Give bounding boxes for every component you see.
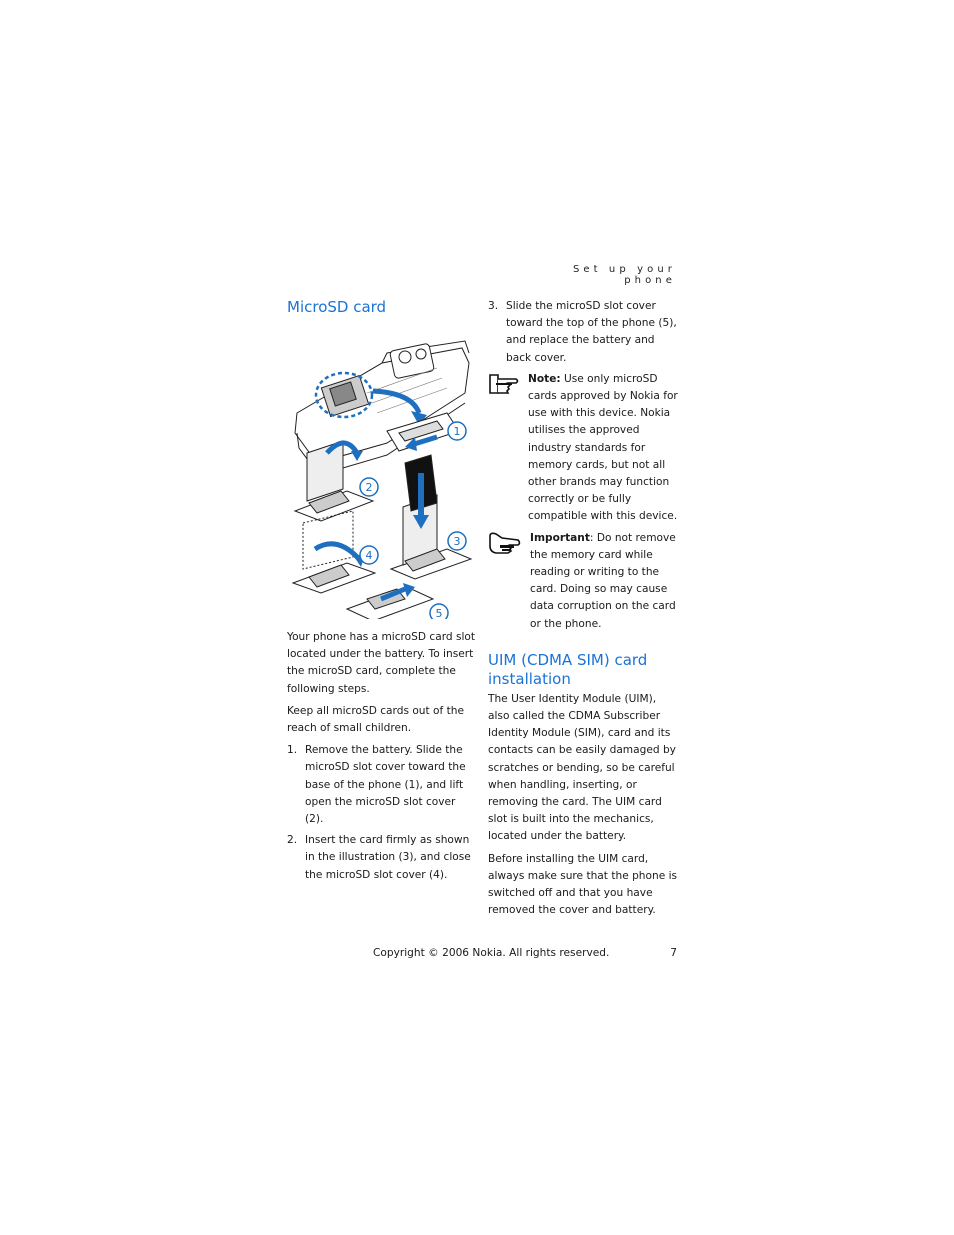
important-text: : Do not remove the memory card while reading or writing to the card. Doing so may cause data corruption on the card or the phone.	[530, 531, 676, 630]
step-item	[287, 832, 477, 884]
step-number: 1.	[287, 744, 298, 757]
callout-2-label: 2	[365, 481, 373, 494]
note-block	[488, 371, 678, 526]
callout-3-label: 3	[453, 535, 461, 548]
steps-list-continued	[488, 298, 678, 367]
important-label: Important	[530, 531, 590, 544]
callout-4-label: 4	[365, 549, 373, 562]
steps-list	[287, 742, 477, 884]
pointing-hand-important-icon	[488, 530, 522, 560]
running-head: Set up your phone	[572, 264, 676, 286]
note-label: Note:	[528, 372, 561, 385]
page-number: 7	[670, 947, 677, 959]
section-heading-microsd: MicroSD card	[287, 298, 387, 316]
step-text: Slide the microSD slot cover toward the top of the phone (5), and replace the battery and back cover.	[506, 300, 677, 364]
microsd-installation-illustration	[287, 323, 477, 619]
step-number: 3.	[488, 300, 499, 312]
step-text: Remove the battery. Slide the microSD slot cover toward the base of the phone (1), and lift open the microSD slot cover (2).	[305, 744, 466, 826]
step-number: 2.	[287, 834, 298, 847]
callout-1-label: 1	[453, 425, 461, 438]
right-column	[488, 298, 678, 925]
step-text: Insert the card firmly as shown in the illustration (3), and close the microSD slot cover (4).	[305, 834, 471, 881]
left-column	[287, 298, 477, 888]
note-text: Use only microSD cards approved by Nokia for use with this device. Nokia utilises the approved industry standards for memory cards, but not all other brands may function correctly or be fully compatible with this device.	[528, 372, 678, 523]
callout-5-label: 5	[435, 607, 443, 619]
uim-paragraph-1: The User Identity Module (UIM), also called the CDMA Subscriber Identity Module (SIM), card and its contacts can be easily damaged by scratches or bending, so be careful when handling, inserting, or removing the card. The UIM card slot is built into the mechanics, located under the battery.	[488, 692, 676, 843]
intro-paragraph: Your phone has a microSD card slot located under the battery. To insert the microSD card, complete the following steps.	[287, 631, 476, 695]
uim-paragraph-2: Before installing the UIM card, always make sure that the phone is switched off and that you have removed the cover and battery.	[488, 852, 678, 917]
pointing-hand-note-icon	[488, 371, 522, 401]
child-warning-paragraph: Keep all microSD cards out of the reach of small children.	[287, 704, 465, 735]
section-heading-uim: UIM (CDMA SIM) card installation	[488, 650, 648, 688]
copyright-notice: Copyright © 2006 Nokia. All rights reserved.	[373, 947, 610, 959]
step-item	[287, 742, 477, 828]
step-item	[488, 298, 678, 367]
important-block	[488, 530, 678, 633]
